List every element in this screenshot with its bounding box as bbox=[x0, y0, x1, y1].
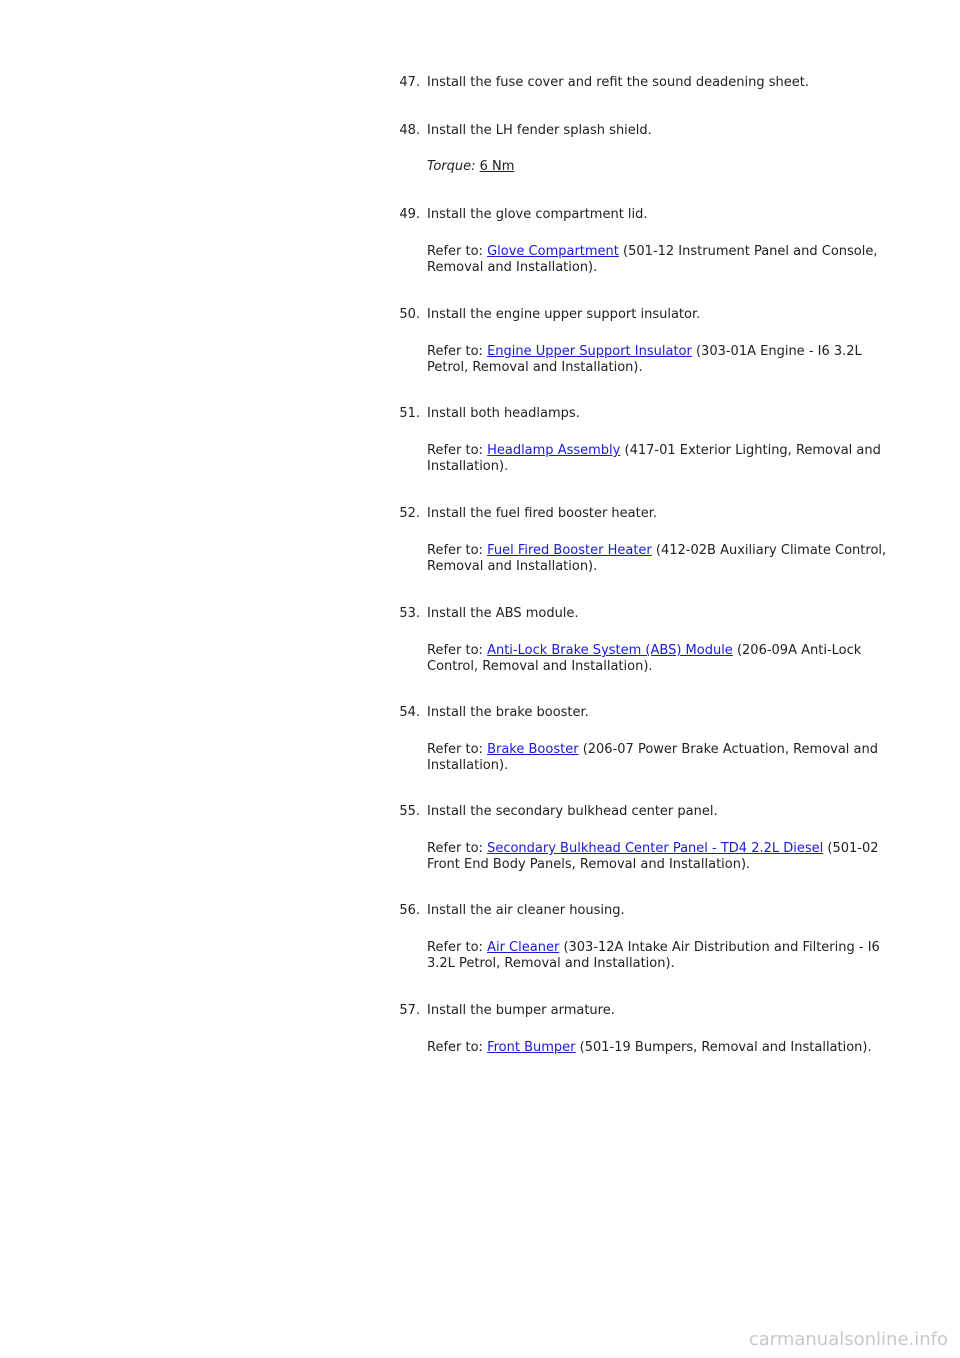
reference bbox=[427, 244, 897, 276]
step-number: 53. bbox=[399, 606, 420, 621]
reference bbox=[427, 643, 897, 675]
step-number: 54. bbox=[399, 705, 420, 720]
ref-link-glove-compartment[interactable]: Glove Compartment bbox=[487, 244, 619, 259]
reference bbox=[427, 543, 897, 575]
step-number: 49. bbox=[399, 207, 420, 222]
reference bbox=[427, 742, 897, 774]
step-number: 51. bbox=[399, 406, 420, 421]
step-number: 47. bbox=[399, 75, 420, 90]
ref-link-engine-upper-support-insulator[interactable]: Engine Upper Support Insulator bbox=[487, 344, 692, 359]
ref-prefix: Refer to: bbox=[427, 841, 483, 856]
step-text: Install the fuel fired booster heater. bbox=[427, 506, 658, 521]
watermark: carmanualsonline.info bbox=[748, 1329, 948, 1350]
ref-link-brake-booster[interactable]: Brake Booster bbox=[487, 742, 579, 757]
step-number: 56. bbox=[399, 903, 420, 918]
ref-prefix: Refer to: bbox=[427, 643, 483, 658]
step-number: 50. bbox=[399, 307, 420, 322]
step-text: Install the fuse cover and refit the sound deadening sheet. bbox=[427, 75, 810, 90]
step-number: 55. bbox=[399, 804, 420, 819]
step-text: Install the bumper armature. bbox=[427, 1003, 615, 1018]
ref-link-front-bumper[interactable]: Front Bumper bbox=[487, 1040, 576, 1055]
ref-prefix: Refer to: bbox=[427, 344, 483, 359]
reference bbox=[427, 1040, 897, 1056]
step-text: Install the secondary bulkhead center panel. bbox=[427, 804, 718, 819]
torque-spec bbox=[427, 159, 897, 175]
ref-link-air-cleaner[interactable]: Air Cleaner bbox=[487, 940, 560, 955]
step-text: Install the LH fender splash shield. bbox=[427, 123, 652, 138]
ref-suffix: (417-01 Exterior Lighting, Removal and Installation). bbox=[427, 443, 881, 474]
ref-suffix: (303-01A Engine - I6 3.2L Petrol, Removal and Installation). bbox=[427, 344, 862, 375]
ref-suffix: (206-07 Power Brake Actuation, Removal and Installation). bbox=[427, 742, 879, 773]
ref-prefix: Refer to: bbox=[427, 742, 483, 757]
step-number: 57. bbox=[399, 1003, 420, 1018]
ref-link-abs-module[interactable]: Anti-Lock Brake System (ABS) Module bbox=[487, 643, 733, 658]
ref-suffix: (412-02B Auxiliary Climate Control, Removal and Installation). bbox=[427, 543, 887, 574]
ref-suffix: (303-12A Intake Air Distribution and Filtering - I6 3.2L Petrol, Removal and Installation). bbox=[427, 940, 880, 971]
ref-link-fuel-fired-booster-heater[interactable]: Fuel Fired Booster Heater bbox=[487, 543, 652, 558]
step-text: Install both headlamps. bbox=[427, 406, 580, 421]
step-number: 52. bbox=[399, 506, 420, 521]
ref-prefix: Refer to: bbox=[427, 940, 483, 955]
reference bbox=[427, 344, 897, 376]
ref-prefix: Refer to: bbox=[427, 244, 483, 259]
ref-prefix: Refer to: bbox=[427, 1040, 483, 1055]
ref-suffix: (501-02 Front End Body Panels, Removal and Installation). bbox=[427, 841, 879, 872]
ref-link-headlamp-assembly[interactable]: Headlamp Assembly bbox=[487, 443, 621, 458]
ref-prefix: Refer to: bbox=[427, 443, 483, 458]
step-text: Install the ABS module. bbox=[427, 606, 579, 621]
step-text: Install the air cleaner housing. bbox=[427, 903, 625, 918]
step-text: Install the engine upper support insulator. bbox=[427, 307, 701, 322]
reference bbox=[427, 940, 897, 972]
step-text: Install the glove compartment lid. bbox=[427, 207, 648, 222]
torque-label: Torque: bbox=[427, 159, 476, 174]
torque-value: 6 Nm bbox=[479, 159, 515, 174]
ref-suffix: (501-12 Instrument Panel and Console, Removal and Installation). bbox=[427, 244, 878, 275]
step-number: 48. bbox=[399, 123, 420, 138]
reference bbox=[427, 443, 897, 475]
step-text: Install the brake booster. bbox=[427, 705, 589, 720]
ref-link-secondary-bulkhead-center-panel[interactable]: Secondary Bulkhead Center Panel - TD4 2.2L Diesel bbox=[487, 841, 824, 856]
ref-suffix: (501-19 Bumpers, Removal and Installation). bbox=[579, 1040, 872, 1055]
ref-prefix: Refer to: bbox=[427, 543, 483, 558]
reference bbox=[427, 841, 897, 873]
ref-suffix: (206-09A Anti-Lock Control, Removal and Installation). bbox=[427, 643, 862, 674]
